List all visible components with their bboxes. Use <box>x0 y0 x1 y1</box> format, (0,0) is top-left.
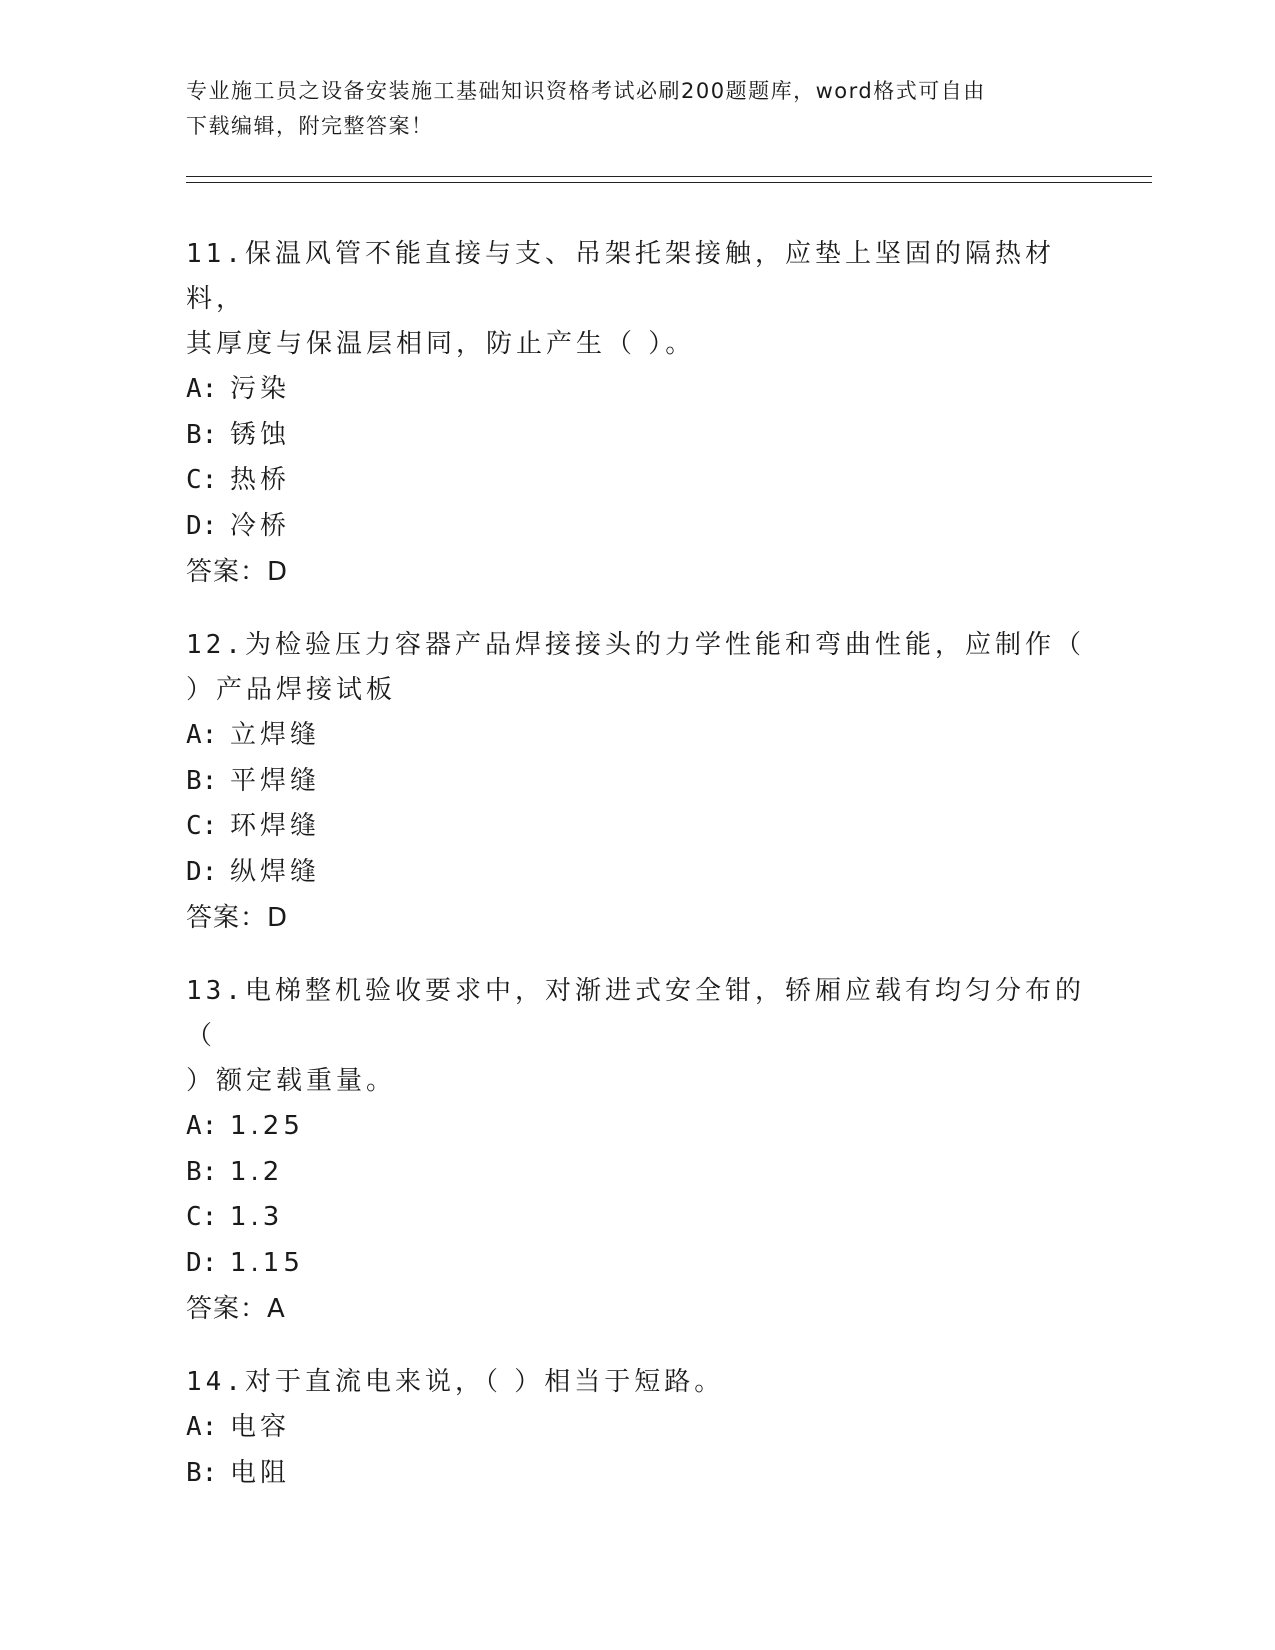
question-stem-line-1: 为检验压力容器产品焊接接头的力学性能和弯曲性能，应制作（ <box>244 630 1085 660</box>
option-a <box>186 367 1086 413</box>
option-text: 纵焊缝 <box>230 856 321 887</box>
question-stem-line-1: 电梯整机验收要求中，对渐进式安全钳，轿厢应载有均匀分布的（ <box>186 976 1085 1051</box>
option-b <box>186 1451 1086 1497</box>
option-d <box>186 1241 1086 1287</box>
option-key: A: <box>186 374 218 404</box>
answer-line: 答案：D <box>186 903 289 933</box>
question-stem-line-1: 保温风管不能直接与支、吊架托架接触，应垫上坚固的隔热材料， <box>186 239 1055 314</box>
option-key: B: <box>186 1156 218 1187</box>
question-stem <box>186 232 1086 322</box>
header-line-2: 下载编辑，附完整答案！ <box>186 114 434 138</box>
option-text: 电阻 <box>230 1457 291 1488</box>
option-key: B: <box>186 419 218 450</box>
question-12 <box>186 623 1086 941</box>
option-d <box>186 504 1086 550</box>
question-13 <box>186 969 1086 1332</box>
option-a <box>186 713 1086 759</box>
option-key: D: <box>186 510 218 541</box>
question-14 <box>186 1360 1086 1496</box>
option-text: 污染 <box>230 374 291 404</box>
document-header <box>186 74 1086 144</box>
option-key: A: <box>186 1412 218 1442</box>
option-text: 1.15 <box>230 1247 304 1278</box>
question-stem-line-2: 其厚度与保温层相同，防止产生（ ）。 <box>186 329 696 359</box>
option-key: A: <box>186 720 218 750</box>
option-text: 锈蚀 <box>230 419 291 450</box>
option-c <box>186 1195 1086 1241</box>
question-number: 14. <box>186 1367 245 1397</box>
question-list <box>186 232 1086 1524</box>
option-c <box>186 804 1086 850</box>
option-d <box>186 850 1086 896</box>
option-key: A: <box>186 1111 218 1141</box>
question-stem-continued <box>186 668 1086 713</box>
option-key: C: <box>186 811 218 841</box>
header-rule-bottom <box>186 182 1152 183</box>
option-key: D: <box>186 1247 218 1278</box>
header-line-1: 专业施工员之设备安装施工基础知识资格考试必刷200题题库，word格式可自由 <box>186 79 986 103</box>
header-rule-top <box>186 176 1152 177</box>
option-text: 电容 <box>230 1412 291 1442</box>
question-number: 11. <box>186 239 245 269</box>
option-a <box>186 1104 1086 1150</box>
option-key: B: <box>186 1457 218 1488</box>
option-key: D: <box>186 856 218 887</box>
question-stem <box>186 969 1086 1059</box>
question-stem <box>186 1360 1086 1405</box>
option-text: 平焊缝 <box>230 765 321 796</box>
option-c <box>186 458 1086 504</box>
question-11 <box>186 232 1086 595</box>
question-stem-line-1: 对于直流电来说，（ ）相当于短路。 <box>244 1367 725 1397</box>
option-text: 1.25 <box>230 1111 304 1141</box>
question-stem-line-2: ）产品焊接试板 <box>186 675 397 705</box>
question-stem-line-2: ）额定载重量。 <box>186 1066 397 1096</box>
option-text: 冷桥 <box>230 510 291 541</box>
question-number: 12. <box>186 630 245 660</box>
option-key: C: <box>186 1202 218 1232</box>
option-text: 立焊缝 <box>230 720 321 750</box>
option-key: B: <box>186 765 218 796</box>
option-b <box>186 413 1086 459</box>
option-text: 环焊缝 <box>230 811 321 841</box>
question-stem-continued <box>186 322 1086 367</box>
answer-line: 答案：D <box>186 557 289 587</box>
option-text: 1.3 <box>230 1202 284 1232</box>
question-stem <box>186 623 1086 668</box>
option-b <box>186 1150 1086 1196</box>
question-number: 13. <box>186 976 245 1006</box>
option-a <box>186 1405 1086 1451</box>
option-key: C: <box>186 465 218 495</box>
option-text: 热桥 <box>230 465 291 495</box>
question-stem-continued <box>186 1059 1086 1104</box>
option-b <box>186 759 1086 805</box>
option-text: 1.2 <box>230 1156 284 1187</box>
answer-line: 答案：A <box>186 1294 286 1324</box>
